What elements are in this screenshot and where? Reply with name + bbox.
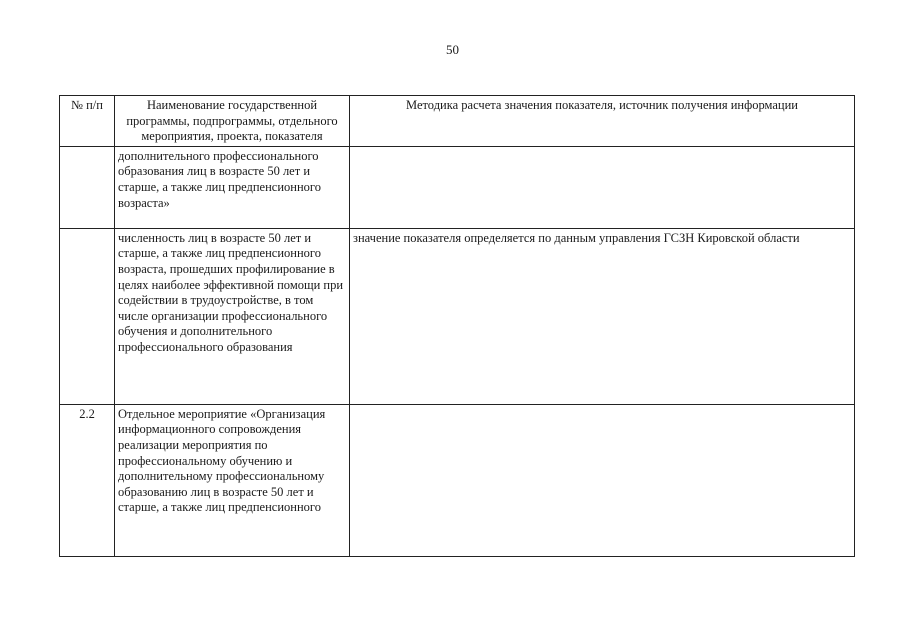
cell-number <box>60 146 115 228</box>
cell-name: численность лиц в возрасте 50 лет и старше, а также лиц предпенсионного возраста, прошедших профилирование в целях наиболее эффективной помощи при содействии в трудоустройстве, в том числе организации профессионального обучения и дополнительного профессионального образования <box>115 228 350 404</box>
table-row <box>60 404 855 556</box>
header-name: Наименование государственной программы, подпрограммы, отдельного мероприятия, проекта, показателя <box>115 96 350 147</box>
table-header-row <box>60 96 855 147</box>
cell-method <box>350 404 855 556</box>
cell-name: дополнительного профессионального образования лиц в возрасте 50 лет и старше, а также лиц предпенсионного возраста» <box>115 146 350 228</box>
cell-number <box>60 228 115 404</box>
cell-name: Отдельное мероприятие «Организация информационного сопровождения реализации мероприятия по профессиональному обучению и дополнительному профессиональному образованию лиц в возрасте 50 лет и старше, а также лиц предпенсионного <box>115 404 350 556</box>
table-row <box>60 228 855 404</box>
indicator-table <box>59 95 855 557</box>
cell-method: значение показателя определяется по данным управления ГСЗН Кировской области <box>350 228 855 404</box>
header-number: № п/п <box>60 96 115 147</box>
table-row <box>60 146 855 228</box>
cell-method <box>350 146 855 228</box>
cell-number: 2.2 <box>60 404 115 556</box>
header-method: Методика расчета значения показателя, источник получения информации <box>350 96 855 147</box>
page-number: 50 <box>446 42 459 57</box>
